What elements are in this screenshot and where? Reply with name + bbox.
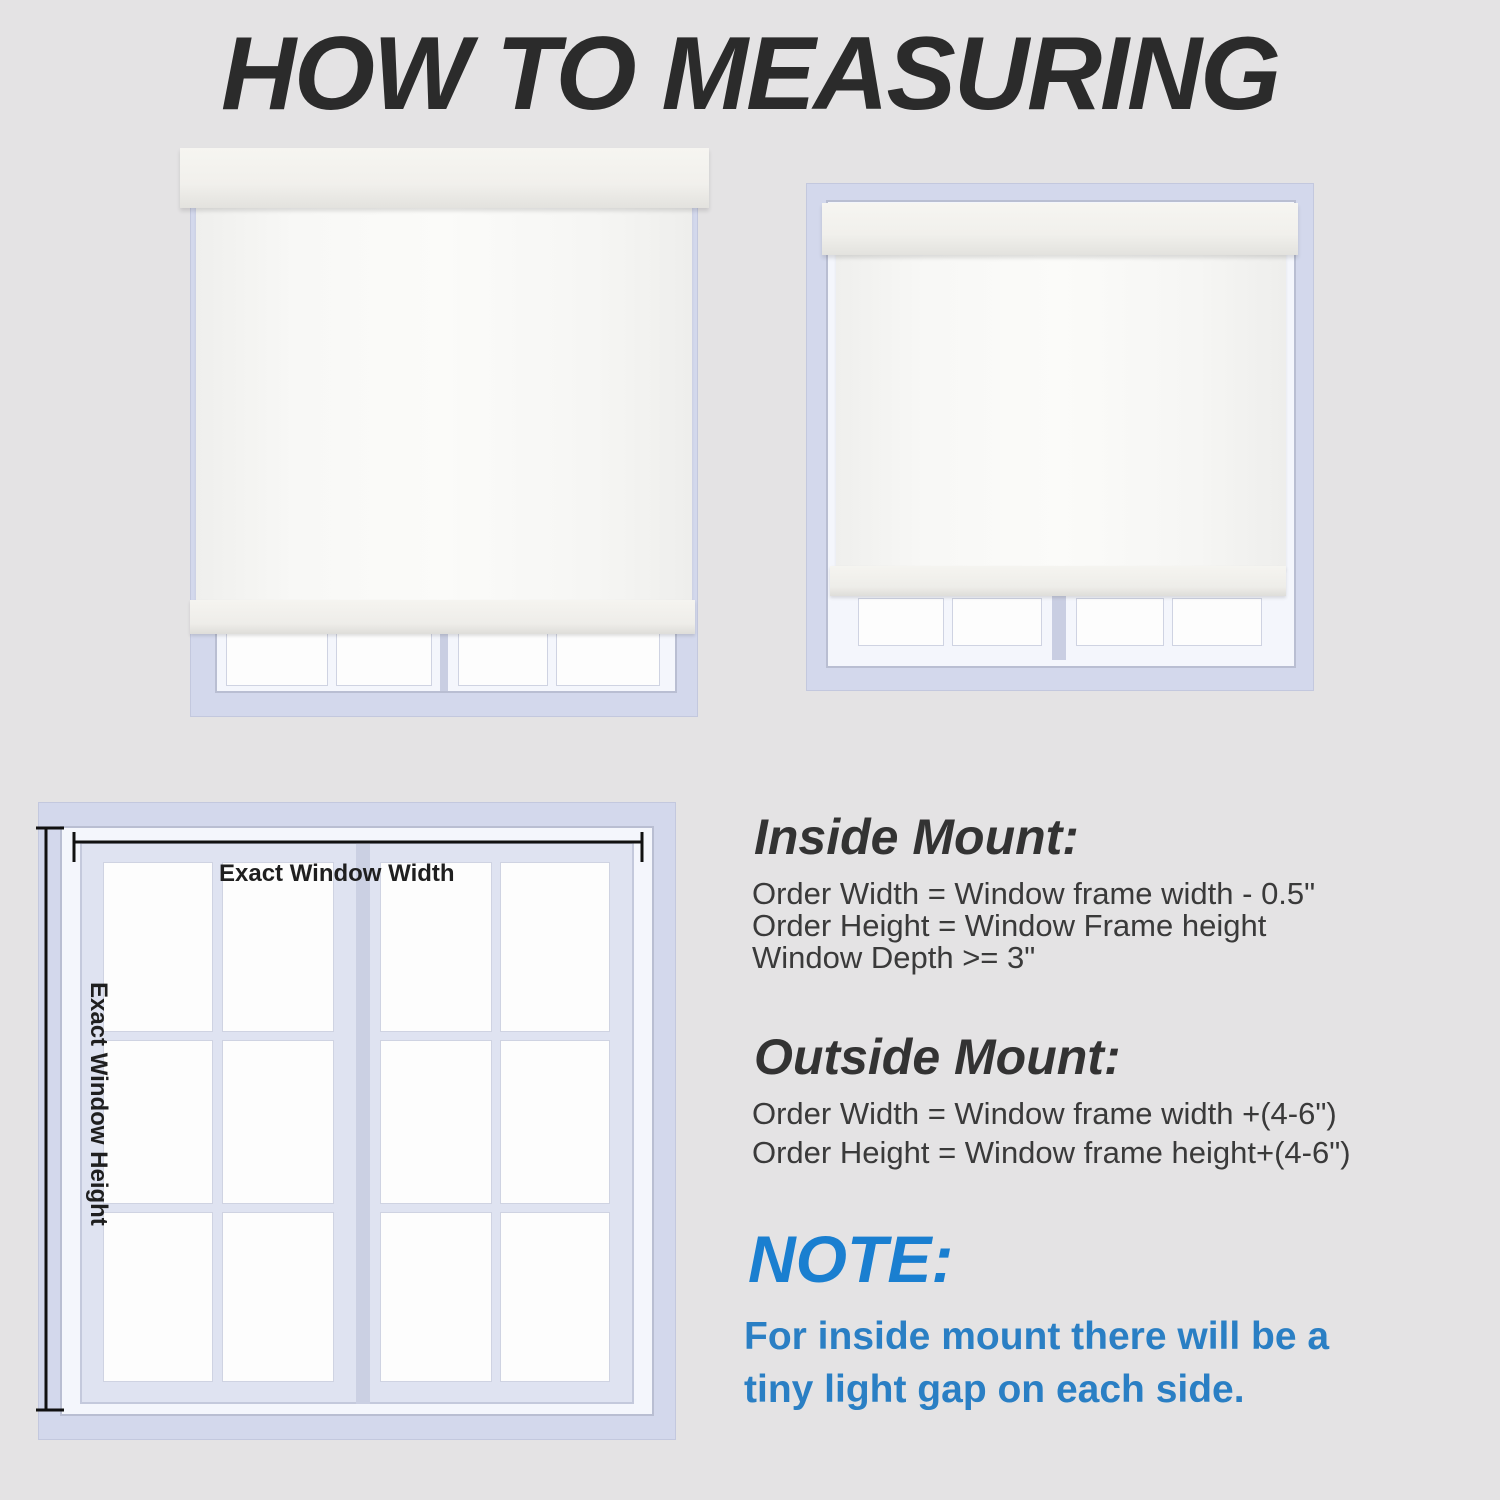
inside-mount-heading: Inside Mount: bbox=[754, 809, 1079, 865]
inside-mount-line: Order Height = Window Frame height bbox=[752, 908, 1267, 943]
note-line: For inside mount there will be a bbox=[744, 1315, 1330, 1358]
outside-mount-line: Order Width = Window frame width +(4-6") bbox=[752, 1096, 1337, 1131]
window-width-label: Exact Window Width bbox=[219, 860, 455, 887]
inside-mount-line: Order Width = Window frame width - 0.5" bbox=[752, 876, 1316, 911]
outside-mount-line: Order Height = Window frame height+(4-6") bbox=[752, 1135, 1351, 1170]
dimension-lines bbox=[0, 0, 700, 1500]
window-height-label: Exact Window Height bbox=[85, 982, 112, 1226]
inside-mount-line: Window Depth >= 3" bbox=[752, 940, 1036, 975]
page-title: HOW TO MEASURING bbox=[220, 16, 1280, 132]
note-line: tiny light gap on each side. bbox=[744, 1368, 1245, 1411]
outside-mount-heading: Outside Mount: bbox=[754, 1029, 1121, 1085]
note-heading: NOTE: bbox=[748, 1222, 954, 1296]
